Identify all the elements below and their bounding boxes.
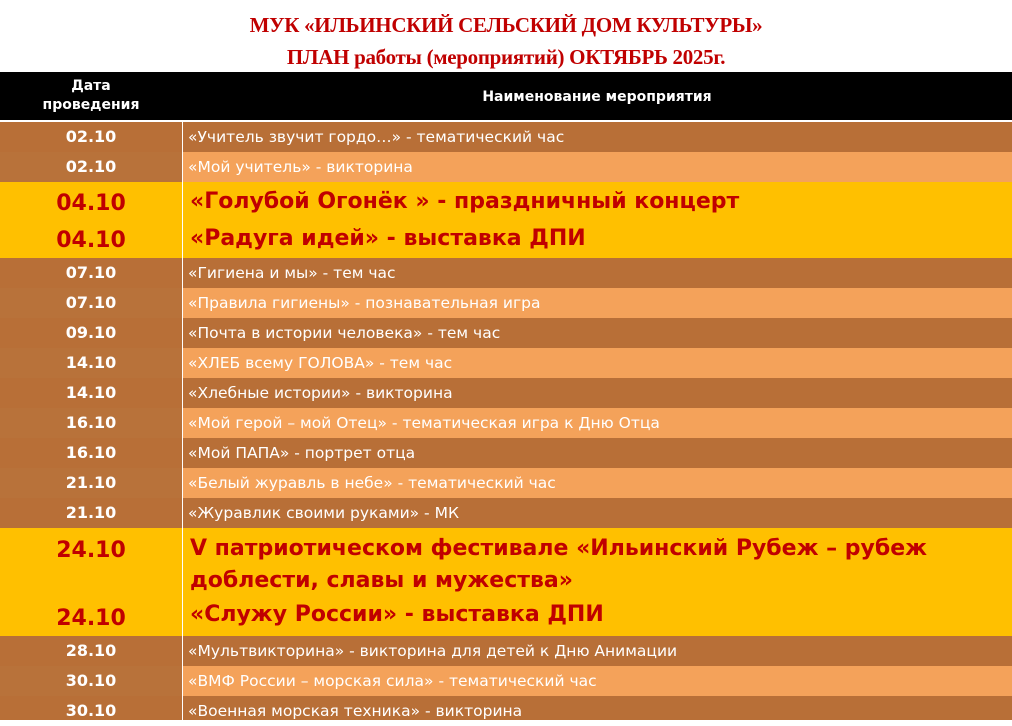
page-title-plan: ПЛАН работы (мероприятий) ОКТЯБРЬ 2025г.: [286, 45, 726, 69]
event-date: 24.10: [56, 538, 126, 563]
event-date: 16.10: [0, 408, 182, 438]
highlight-block: [0, 528, 1012, 636]
column-divider: [182, 122, 183, 720]
event-name: «Правила гигиены» - познавательная игра: [183, 288, 1012, 318]
column-header-date-line2: проведения: [42, 97, 140, 113]
event-name: «Мой ПАПА» - портрет отца: [188, 444, 416, 462]
event-name: «ХЛЕБ всему ГОЛОВА» - тем час: [183, 348, 1012, 378]
column-header-name: Наименование мероприятия: [482, 89, 712, 105]
table-row: [0, 348, 1012, 378]
highlight-block: [0, 182, 1012, 258]
event-date: 14.10: [0, 348, 182, 378]
page-title-org: МУК «ИЛЬИНСКИЙ СЕЛЬСКИЙ ДОМ КУЛЬТУРЫ»: [249, 13, 763, 37]
event-date: 02.10: [65, 127, 117, 146]
event-name: «Гигиена и мы» - тем час: [188, 264, 396, 282]
event-date: 16.10: [65, 443, 117, 462]
table-row: [0, 666, 1012, 696]
table-row: [0, 696, 1012, 720]
event-name: «Учитель звучит гордо…» - тематический час: [188, 128, 565, 146]
event-name: «Служу России» - выставка ДПИ: [190, 602, 604, 627]
event-name-line1: V патриотическом фестивале «Ильинский Рубеж – рубеж: [190, 536, 928, 561]
event-date: 21.10: [0, 468, 182, 498]
event-date: 21.10: [65, 503, 117, 522]
table-row: [0, 152, 1012, 182]
table-row: [0, 636, 1012, 666]
event-date: 30.10: [65, 701, 117, 720]
event-name: «ВМФ России – морская сила» - тематический час: [183, 666, 1012, 696]
event-name: «Белый журавль в небе» - тематический час: [183, 468, 1012, 498]
column-header-date: [0, 77, 182, 115]
table-row: [0, 318, 1012, 348]
event-date: 30.10: [0, 666, 182, 696]
event-date: 28.10: [65, 641, 117, 660]
column-header-date-line1: Дата: [71, 78, 111, 94]
table-row: [0, 288, 1012, 318]
event-date: 04.10: [56, 191, 126, 216]
event-date: 07.10: [65, 263, 117, 282]
event-name: «Хлебные истории» - викторина: [188, 384, 453, 402]
event-date: 07.10: [0, 288, 182, 318]
event-name: «Мой герой – мой Отец» - тематическая игра к Дню Отца: [183, 408, 1012, 438]
event-name: «Голубой Огонёк » - праздничный концерт: [190, 189, 740, 214]
event-name: «Военная морская техника» - викторина: [188, 702, 523, 720]
event-name: «Радуга идей» - выставка ДПИ: [190, 226, 586, 251]
table-row: [0, 438, 1012, 468]
table-row: [0, 408, 1012, 438]
table-row: [0, 122, 1012, 152]
event-date: 02.10: [0, 152, 182, 182]
event-name: «Почта в истории человека» - тем час: [188, 324, 501, 342]
table-row: [0, 468, 1012, 498]
table-row: [0, 378, 1012, 408]
table-header: [0, 72, 1012, 120]
event-date: 24.10: [56, 606, 126, 631]
event-date: 04.10: [56, 228, 126, 253]
event-date: 14.10: [65, 383, 117, 402]
event-name: «Журавлик своими руками» - МК: [188, 504, 459, 522]
table-row: [0, 498, 1012, 528]
event-name: «Мой учитель» - викторина: [183, 152, 1012, 182]
event-date: 09.10: [65, 323, 117, 342]
table-row: [0, 258, 1012, 288]
event-name-line2: доблести, славы и мужества»: [190, 568, 573, 593]
event-name: «Мультвикторина» - викторина для детей к Дню Анимации: [188, 642, 678, 660]
